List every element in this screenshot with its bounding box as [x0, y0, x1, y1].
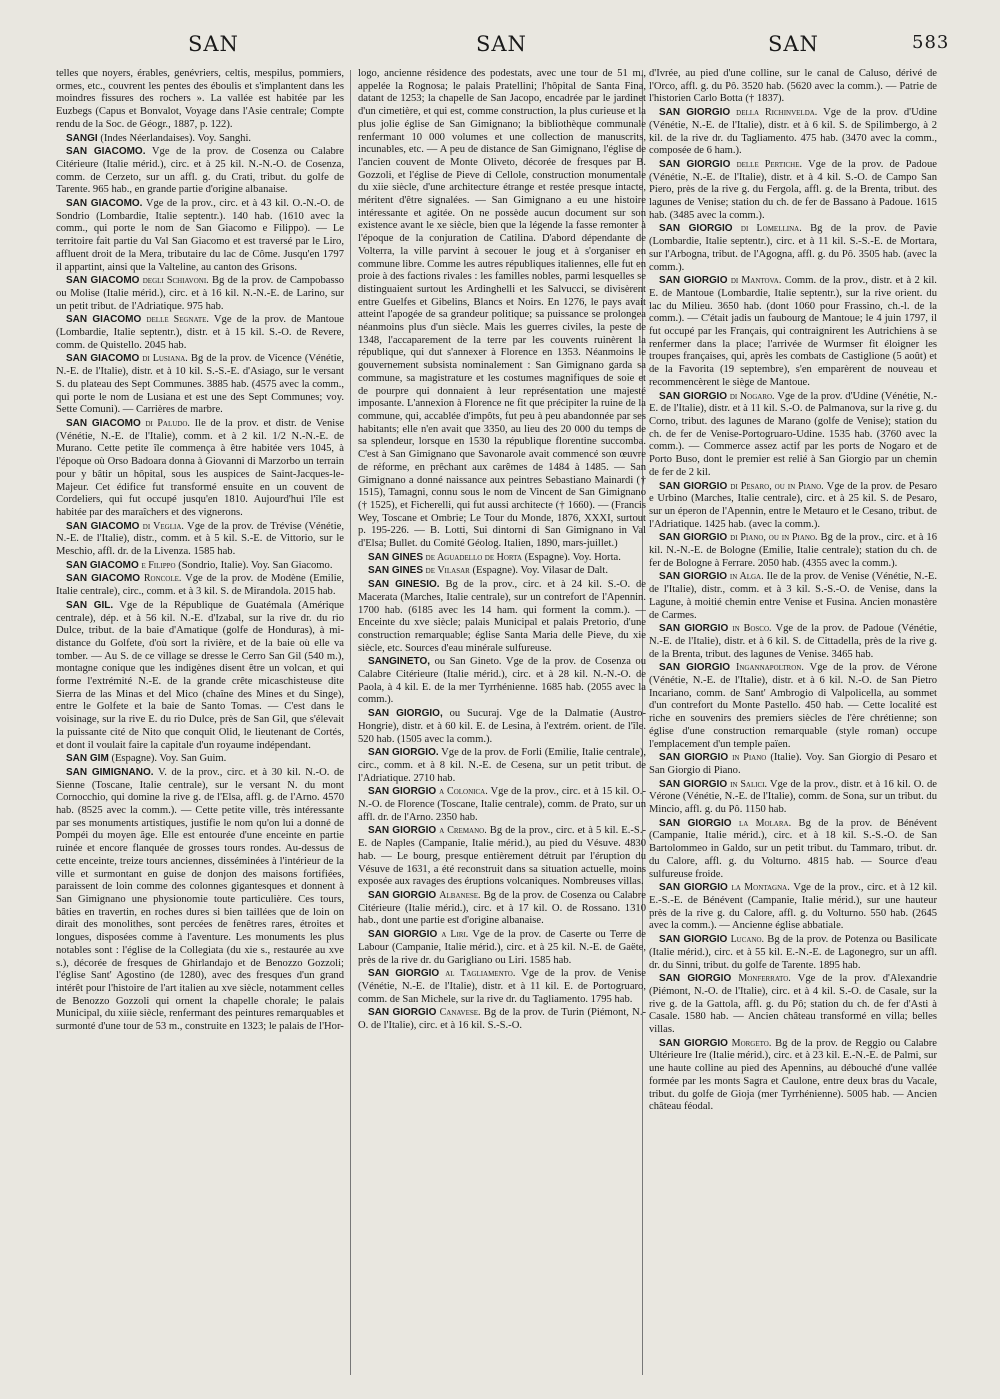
entry-qualifier: di Mantova. — [730, 275, 782, 287]
dictionary-entry — [649, 107, 937, 158]
entry-text: Bg de la prov. de Vicence (Vénétie, N.-E. de l'Italie), distr. et à 10 kil. S.-S.-E. d'Asiago, sur le versant S. du plateau des Sept Communes. 3885 hab. (4575 avec la comm., qui porte le nom de Lusiana et est une des Sept Communes; voy. Sette Comuni). — Carrières de marbre. — [56, 353, 344, 416]
entry-headword: SAN GINESIO. — [368, 579, 440, 591]
entry-qualifier: e Filippo — [141, 559, 176, 571]
dictionary-entry — [649, 68, 937, 106]
entry-text: Vge de la prov., distr. et à 16 kil. O. de Vérone (Vénétie, N.-E. de l'Italie), comm. de Sona, sur un tribut. du Mincio, affl. g. du Pô. 1150 hab. — [649, 778, 937, 816]
entry-qualifier: delle Segnate. — [146, 314, 209, 326]
entry-text: telles que noyers, érables, genévriers, celtis, mespilus, pommiers, ormes, etc., couvrent les pentes des éboulis et s'implantent dans les moindres fissures des rochers ». La vallée est habitée par les Euzbegs (Capus et Bonvalot, Voyage dans l'Asie centrale; Compte rendu de la Soc. de Géogr., 1887, p. 122). — [56, 68, 344, 130]
dictionary-entry — [56, 314, 344, 352]
entry-headword: SAN GIORGIO. — [368, 747, 439, 759]
entry-qualifier: di Piano, ou in Piano. — [730, 532, 818, 544]
dictionary-entry — [649, 623, 937, 661]
dictionary-entry — [56, 573, 344, 598]
entry-text: Vge de la prov. de Cosenza ou Calabre Citérieure (Italie mérid.), circ. et à 25 kil. N.-N.-O. de Cosenza, comm. de Cerzeto, sur un affl. g. du Crati, tribut. du golfe de Tarente. 965 hab., en grande partie d'origine albanaise. — [56, 146, 344, 196]
entry-headword: SAN GIORGIO — [368, 1007, 437, 1019]
entry-qualifier: Morgeto. — [731, 1037, 772, 1049]
entry-text: (Espagne). Voy. Vilasar de Dalt. — [472, 565, 608, 577]
entry-qualifier: al Tagliamento. — [445, 968, 516, 980]
entry-qualifier: la Molara. — [738, 817, 792, 829]
dictionary-entry — [649, 973, 937, 1037]
entry-headword: SAN GIORGIO — [659, 480, 728, 492]
text-column-3 — [649, 68, 937, 1383]
running-head-center: SAN — [476, 32, 527, 56]
entry-text: Vge de la prov. d'Udine (Vénétie, N.-E. de l'Italie), distr. et à 11 kil. S.-O. de Palmanova, sur la rive g. du Corno, tribut. des lagunes de Marano (golfe de Venise); station du ch. de fer de Venise-Portogruaro-Udine. 1535 hab. (3760 avec la comm.). — Commerce assez actif par les ports de Nogaro et de Porto Buso, dont le premier est relié à San Giorgio par un chemin de fer de 2 kil. — [649, 390, 937, 478]
running-head-right: SAN — [768, 32, 819, 56]
entry-headword: SAN GIORGIO — [659, 778, 728, 790]
entry-text: Comm. de la prov., distr. et à 2 kil. E. de Mantoue (Lombardie, Italie septentr.), sur la rive orient. du lac du Milieu. 3650 hab. (dont 1060 pour Frassino, ch.-l. de la comm.). — C'était jadis un faubourg de Mantoue; le 4 juin 1797, il fut occupé par les Français, qui contraignirent les Autrichiens à se renfermer dans la place; l'arrivée de Wurmser fit éloigner les troupes françaises, qui, après les combats de Castiglione (5 août) et de la Favorita (19 septembre), s'en emparèrent de nouveau et recommencèrent le siège de Mantoue. — [649, 275, 937, 388]
entry-headword: SAN GIACOMO. — [66, 198, 143, 210]
entry-qualifier: della Richinvelda. — [736, 107, 818, 119]
dictionary-entry — [358, 656, 646, 707]
entry-text: Bg de la prov. de Bénévent (Campanie, Italie mérid.), circ. et à 18 kil. S.-S.-O. de San Bartolommeo in Galdo, sur un petit tribut. du Tammaro, tribut. dr. du Calore, affl. g. du Volturno. 4815 hab. — Source d'eau sulfureuse froide. — [649, 817, 937, 880]
entry-qualifier: in Piano — [732, 752, 767, 764]
dictionary-entry — [358, 552, 646, 565]
entry-qualifier: a Liri. — [441, 929, 469, 941]
entry-text: (Espagne). Voy. Horta. — [524, 551, 621, 563]
entry-qualifier: degli Schiavoni. — [142, 275, 209, 287]
entry-text: ou Sucuraj. Vge de la Dalmatie (Austro-Hongrie), distr. et à 60 kil. E. de Lesina, à l'extrém. orient. de l'île. 520 hab. (1505 avec la comm.). — [358, 708, 646, 745]
entry-text: Vge de la prov. d'Alexandrie (Piémont, N.-O. de l'Italie), circ. et à 4 kil. S.-O. de Casale, sur la rive g. de la Gattola, affl. g. du Pô; station du ch. de fer d'Asti à Casale. 1580 hab. — Ancien château transformé en villa; belles villas. — [649, 973, 937, 1036]
entry-text: d'Ivrée, au pied d'une colline, sur le canal de Caluso, dérivé de l'Orco, affl. g. du Pô. 3520 hab. (5620 avec la comm.). — Patrie de l'historien Carlo Botta († 1837). — [649, 68, 937, 105]
entry-headword: SAN GIORGIO — [659, 158, 731, 170]
entry-headword: SAN GIACOMO — [66, 520, 140, 532]
entry-text: Vge de la prov. de Padoue (Vénétie, N.-E. de l'Italie), distr. et à 4 kil. S.-O. de Campo San Piero, près de la rive g. du Fergola, affl. g. de la Brenta, tribut. des lagunes de Venise; station du ch. de fer de Bassano à Padoue. 1615 hab. (3485 avec la comm.). — [649, 158, 937, 221]
entry-text: Bg de la prov. de Turin (Piémont, N.-O. de l'Italie), circ. et à 16 kil. S.-S.-O. — [358, 1007, 646, 1032]
entry-qualifier: Albanese. — [439, 890, 481, 901]
entry-qualifier: di Lusiana. — [142, 353, 188, 365]
dictionary-entry — [358, 786, 646, 824]
entry-headword: SAN GIM — [66, 753, 109, 765]
entry-qualifier: a Colonica. — [439, 786, 488, 798]
dictionary-entry — [649, 882, 937, 933]
entry-text: (Sondrio, Italie). Voy. San Giacomo. — [178, 559, 333, 571]
entry-qualifier: Canavese. — [439, 1007, 481, 1019]
dictionary-entry — [649, 532, 937, 570]
entry-headword: SAN GIORGIO — [659, 882, 728, 894]
entry-text: logo, ancienne résidence des podestats, avec une tour de 51 m., appelée la Rognosa; le palais Pratellini; l'hôpital de Santa Fina, datant de 1253; la chapelle de San Jacopo, encadrée par le jardinet d'un cimetière, et qui est, comme construction, la plus curieuse et la plus jolie église de San Gimignano; la bibliothèque communale renfermant 10 000 volumes et une collection de manuscrits, incunables, etc. — A peu de distance de San Gimignano, l'église de l'ancien couvent de Monte Oliveto, décorée de fresques par B. Gozzoli, et l'église de Pieve di Cellole, construction monumentale du xiie siècle, d'une architecture étrange et restée presque intacte, méritent d'être signalées. — San Gimignano a eu une histoire intéressante et agitée. On ne possède aucun document sur son existence avant le xe siècle, bien que la légende la fasse remonter à l'époque de la conjuration de Catilina. D'abord dépendante de Volterra, la ville parvint à secouer le joug et à s'organiser en commune libre. Comme les autres républiques italiennes, elle fut en proie à des factions rivales : les familles nobles, parmi lesquelles se distinguaient surtout les Ardinghelli et les Salvucci, se divisèrent entre Guelfes et Gibelins, Blancs et Noirs. En 1276, le pays avait atteint l'apogée de sa grandeur politique; sa puissance se prolongea néanmoins plus d'un siècle. Mais les guerres civiles, la peste de 1348, l'accaparement de la terre par les couvents ruinèrent la république, qui dut s'annexer à Florence en 1353. Néanmoins le gouvernement subsista nominalement : San Gimignano garda sa commune, sa magistrature et les costumes magnifiques de soie et de pourpre qui donnaient à leur représentation une majesté imposante. L'annexion à Florence ne fit que précipiter la ruine de la commune, qui, accablée d'impôts, fut peu à peu abandonnée par ses habitants; elle n'en avait que 3350, au lieu des 20 000 du temps de sa splendeur, lorsque en 1530 la république florentine succomba. C'est à San Gimignano que Savonarole avait commencé son œuvre de réforme, en prêchant aux carêmes de 1484 à 1485. — San Gimignano a donné naissance aux peintres Sebastiano Mainardi († 1515), Tamagni, connu sous le nom de Vincent de San Gimignano († 1525), et Ficherelli, qui fut aussi architecte († 1660). — (Francis Wey, Toscane et Ombrie; Le Tour du Monde, 1876, XXXI, surtout p. 195-226. — B. Lotti, Sui dintorni di San Gimignano in Val d'Elsa; Bullet. du Comité Géolog. Italien, 1890, mars-juillet.) — [358, 68, 646, 550]
entry-qualifier: di Veglia. — [142, 520, 184, 532]
page-number: 583 — [912, 32, 950, 53]
entry-qualifier: Monferrato. — [738, 973, 791, 985]
entry-headword: SAN GIORGIO — [368, 890, 437, 901]
text-column-1 — [56, 68, 344, 1383]
entry-qualifier: de Vilasar — [425, 565, 470, 577]
entry-text: Vge de la République de Guatémala (Amérique centrale), dép. et à 56 kil. N.-E. d'Izabal, sur la rive dr. du rio Dulce, tribut. de la baie d'Amatique (golfe de Honduras), à mi-distance du Golfete, d'où sort la rivière, et de la baie où elle va tomber. — Au S. de ce village se dresse le Cerro San Gil (540 m.), montagne conique que les indigènes disent être un volcan, et qui forme l'extrémité N.-E. de la grande crête micaschisteuse dite Sierra de las Minas et del Mico (chaîne des Mines et du Singe), entre le Golfete et la baie de Santo Tomas. — C'est dans le voisinage, sur la rive E. du rio Dulce, près de San Gil, que s'élevait la puissante cité de Nito que conquit Olid, le lieutenant de Cortés, et dont il voulait faire la capitale d'un royaume indépendant. — [56, 599, 344, 751]
entry-text: ou San Gineto. Vge de la prov. de Cosenza ou Calabre Citérieure (Italie mérid.), circ. et à 28 kil. N.-N.-O. de Paola, à 4 kil. E. de la mer Tyrrhénienne. 1685 hab. (2055 avec la comm.). — [358, 656, 646, 706]
dictionary-entry — [358, 68, 646, 551]
entry-headword: SAN GIORGIO — [659, 973, 732, 985]
dictionary-entry — [358, 747, 646, 785]
dictionary-entry — [649, 223, 937, 274]
entry-headword: SAN GIORGIO — [659, 752, 729, 764]
entry-text: Bg de la prov. de Reggio ou Calabre Ultérieure Ire (Italie mérid.), circ. et à 23 kil. E.-N.-E. de Palmi, sur une haute colline au pied des Apennins, au débouché d'une vallée formée par les monts Sagra et Caulone, entre deux bras du Vacale, tribut. du golfe de Gioja (mer Tyrrhénienne). 5005 hab. — Ancien château féodal. — [649, 1037, 937, 1113]
entry-qualifier: di Paludo. — [145, 417, 190, 429]
entry-qualifier: Roncole. — [143, 573, 182, 585]
dictionary-entry — [649, 481, 937, 532]
entry-text: Vge de la prov., circ. et à 43 kil. O.-N.-O. de Sondrio (Lombardie, Italie septentr.). 140 hab. (1610 avec la comm., qui porte le nom de San Giacomo e Filippo). — Le territoire fait partie du Val San Giacomo et est traversé par le Liro, affluent droit de la Mera, tributaire du lac de Côme. Jusqu'en 1797 il appartint, ainsi que la Valteline, au canton des Grisons. — [56, 198, 344, 273]
entry-text: Vge de la prov., circ. et à 15 kil. O.-N.-O. de Florence (Toscane, Italie centrale), comm. de Prato, sur un affl. dr. de l'Arno. 2350 hab. — [358, 786, 646, 823]
entry-text: Bg de la prov. de Pavie (Lombardie, Italie septentr.), circ. et à 11 kil. S.-S.-E. de Mortara, sur l'Arbogna, tribut. de l'Agogna, affl. g. du Pô. 3505 hab. (avec la comm.). — [649, 223, 937, 273]
dictionary-entry — [56, 133, 344, 146]
dictionary-entry — [56, 521, 344, 559]
entry-text: Bg de la prov. de Cosenza ou Calabre Citérieure (Italie mérid.), circ. et à 17 kil. O. de Rossano. 1310 hab., dont une partie est d'origine albanaise. — [358, 890, 646, 927]
dictionary-entry — [649, 934, 937, 972]
dictionary-entry — [358, 968, 646, 1006]
entry-headword: SAN GIORGIO — [659, 934, 728, 946]
dictionary-entry — [358, 579, 646, 655]
entry-qualifier: delle Pertiche. — [736, 158, 802, 170]
entry-headword: SAN GIORGIO — [659, 571, 728, 583]
dictionary-entry — [56, 418, 344, 520]
dictionary-entry — [649, 752, 937, 777]
dictionary-entry — [649, 818, 937, 882]
dictionary-entry — [649, 391, 937, 480]
entry-headword: SAN GIORGIO — [659, 817, 732, 829]
dictionary-entry — [56, 146, 344, 197]
entry-headword: SAN GIORGIO — [659, 223, 733, 235]
dictionary-entry — [649, 571, 937, 622]
dictionary-entry — [358, 890, 646, 928]
entry-headword: SAN GIACOMO. — [66, 146, 146, 158]
entry-text: V. de la prov., circ. et à 30 kil. N.-O. de Sienne (Toscane, Italie centrale), sur le versant N. du mont Cornocchio, qui domine la rive g. de l'Elsa, affl. g. de l'Arno. 4570 hab. (8525 avec la comm.). — Cette petite ville, très intéressante par ses monuments artistiques, justifie le nom qu'on lui a donné de Pompéi du moyen âge. Elle est entourée d'une enceinte en partie ruinée et encore flanquée de grosses tours rondes. Au-dessus de cette enceinte, treize tours anciennes, disséminées à l'intérieur de la ville et surmontant en guise de donjon des maisons fortifiées, paraissent de loin comme des colonnes gigantesques et donnent à San Gimignano une physionomie toute particulière. Ces tours, bâties en travertin, en roches dures si bien taillées que de loin on dirait des monolithes, sont percées de fenêtres rares, étroites et longues, disposées comme à l'aventure. Les monuments les plus notables sont : l'église de la Collegiata (du xie s., restaurée au xve s.), décorée de fresques de Ghirlandajo et de Benozzo Gozzoli; l'église Sant' Agostino (de 1280), avec des fresques d'un grand intérêt pour l'histoire de l'art italien au xve siècle, notamment celles de Benozzo Gozzoli qui ornent la chapelle chorale; le palais Municipal, du xiiie siècle, renfermant des peintures remarquables et surmonté d'une tour de 53 m., construite en 1323; le palais de l'Hor- — [56, 766, 344, 1033]
dictionary-entry — [649, 1038, 937, 1114]
entry-text: (Indes Néerlandaises). Voy. Sanghi. — [100, 132, 252, 144]
entry-text: Vge de la prov. de Forli (Emilie, Italie centrale), circ., comm. et à 8 kil. N.-E. de Cesena, sur un petit tribut. de l'Adriatique. 2710 hab. — [358, 747, 646, 784]
entry-qualifier: a Cremano. — [439, 825, 487, 837]
column-rule — [350, 70, 351, 1375]
dictionary-entry — [358, 929, 646, 967]
dictionary-entry — [358, 825, 646, 889]
entry-headword: SAN GIORGIO — [368, 825, 437, 837]
entry-qualifier: de Aguadello de Horta — [425, 551, 522, 563]
dictionary-entry — [649, 159, 937, 223]
entry-headword: SAN GIORGIO — [659, 107, 731, 119]
dictionary-entry — [56, 600, 344, 752]
entry-headword: SAN GINES — [368, 551, 424, 563]
dictionary-entry — [358, 708, 646, 746]
dictionary-entry — [56, 353, 344, 417]
entry-text: Vge de la prov. de Modène (Emilie, Italie centrale), circ., comm. et à 3 kil. S. de Mirandola. 2015 hab. — [56, 573, 344, 598]
entry-qualifier: la Montagna. — [731, 882, 790, 894]
entry-headword: SAN GIACOMO — [66, 559, 139, 571]
entry-headword: SAN GIACOMO — [66, 353, 140, 365]
entry-headword: SAN GIORGIO — [368, 786, 437, 798]
entry-text: Ile de la prov. de Venise (Vénétie, N.-E. de l'Italie), distr., comm. et à 3 kil. S.-S.-O. de Venise, dans la Lagune, à moitié chemin entre Venise et Fusina. Ancien monastère de Carmes. — [649, 571, 937, 621]
entry-text: Vge de la prov. de Venise (Vénétie, N.-E. de l'Italie), distr. et à 11 kil. E. de Portogruaro, comm. de San Michele, sur la rive dr. du Tagliamento. 1795 hab. — [358, 968, 646, 1005]
dictionary-entry — [649, 275, 937, 389]
text-column-2 — [358, 68, 646, 1383]
entry-headword: SAN GIORGIO — [659, 275, 728, 287]
entry-headword: SAN GIORGIO, — [368, 708, 443, 720]
entry-headword: SANGINETO, — [368, 656, 431, 668]
entry-text: Vge de la prov. de Pesaro e Urbino (Marches, Italie centrale), circ. et à 25 kil. S. de Pesaro, sur un éperon de l'Apennin, entre le Metauro et le Cesano, tribut. de l'Adriatique. 1425 hab. (avec la comm.). — [649, 480, 937, 530]
entry-headword: SAN GIACOMO — [66, 417, 141, 429]
entry-text: Vge de la prov. de Vérone (Vénétie, N.-E. de l'Italie), distr. et à 6 kil. N.-O. de San Pietro Incariano, comm. de Sant' Ambrogio di Valpolicella, au sommet d'un contrefort du Monte Pastello. 450 hab. — Cette localité est riche en souvenirs des premiers siècles de l'ère chrétienne; son église d'une construction remarquable (style roman) occupe l'emplacement d'un temple païen. — [649, 662, 937, 750]
entry-headword: SAN GIORGIO — [659, 390, 727, 402]
entry-text: Bg de la prov., circ. et à 16 kil. N.-N.-E. de Bologne (Emilie, Italie centrale); station du ch. de fer de Bologne à Ferrare. 2050 hab. (4355 avec la comm.). — [649, 532, 937, 569]
entry-text: Vge de la prov. de Padoue (Vénétie, N.-E. de l'Italie), distr. et à 6 kil. S. de Cittadella, près de la rive g. de la Brenta, tribut. des lagunes de Venise. 3465 hab. — [649, 623, 937, 660]
entry-headword: SAN GIORGIO — [659, 662, 731, 674]
dictionary-entry — [56, 767, 344, 1034]
dictionary-entry — [56, 198, 344, 274]
entry-headword: SANGI — [66, 132, 98, 144]
entry-headword: SAN GIORGIO — [368, 929, 438, 941]
entry-headword: SAN GIORGIO — [659, 623, 729, 635]
entry-headword: SAN GIACOMO — [66, 573, 140, 585]
entry-text: Bg de la prov. de Campobasso ou Molise (Italie mérid.), circ. et à 16 kil. N.-N.-E. de Larino, sur un petit tribut. de l'Adriatique. 975 hab. — [56, 275, 344, 312]
entry-qualifier: in Bosco. — [732, 623, 772, 635]
entry-text: Bg de la prov., circ. et à 5 kil. E.-S.-E. de Naples (Campanie, Italie mérid.), au pied du Vésuve. 4830 hab. — Le bourg, presque entièrement détruit par l'éruption du Vésuve de 1631, a été reconstruit dans sa situation actuelle, moins exposée aux ravages des éruptions volcaniques. Nombreuses villas. — [358, 825, 646, 888]
entry-qualifier: Ingannapoltron. — [736, 662, 804, 674]
dictionary-entry — [56, 275, 344, 313]
dictionary-entry — [56, 68, 344, 132]
entry-text: Ile de la prov. et distr. de Venise (Vénétie, N.-E. de l'Italie), comm. et à 2 kil. 1/2 N.-N.-E. de Murano. Cette petite île commença à être habitée vers 1045, à l'époque où Orso Badoara donna à Giovanni di Marzorbo un terrain pour y bâtir un hôpital, sous les auspices de Saint-Jacques-le-Majeur. Cet édifice fut transformé ensuite en un couvent de Cordeliers, qui fut occupé jusqu'en 1810. Aujourd'hui l'île est habitée par des maraîchers et des vignerons. — [56, 417, 344, 518]
dictionary-entry — [649, 662, 937, 751]
entry-qualifier: in Salici. — [730, 778, 768, 790]
dictionary-entry — [56, 753, 344, 766]
entry-headword: SAN GIMIGNANO. — [66, 766, 154, 778]
running-head-left: SAN — [188, 32, 239, 56]
entry-text: Vge de la prov. de Mantoue (Lombardie, Italie septentr.), distr. et à 15 kil. S.-O. de Revere, comm. de Quistello. 2045 hab. — [56, 314, 344, 351]
entry-headword: SAN GIORGIO — [659, 532, 728, 544]
entry-text: Vge de la prov. de Caserte ou Terre de Labour (Campanie, Italie mérid.), circ. et à 25 kil. N.-E. de Gaëte, près de la rive dr. du Garigliano ou Liri. 1585 hab. — [358, 929, 646, 966]
entry-text: Vge de la prov. de Trévise (Vénétie, N.-E. de l'Italie), distr., comm. et à 5 kil. S.-E. de Vittorio, sur le Meschio, affl. dr. de la Livenza. 1585 hab. — [56, 520, 344, 558]
dictionary-entry — [358, 565, 646, 578]
entry-text: Bg de la prov. de Potenza ou Basilicate (Italie mérid.), circ. et à 55 kil. E.-N.-E. de Lagonegro, sur un affl. dr. du Sinni, tribut. du golfe de Tarente. 1895 hab. — [649, 934, 937, 971]
dictionary-entry — [649, 779, 937, 817]
entry-qualifier: di Nogaro. — [729, 390, 775, 402]
entry-text: (Espagne). Voy. San Guim. — [111, 753, 227, 765]
entry-headword: SAN GIORGIO — [368, 968, 440, 980]
entry-qualifier: in Alga. — [729, 571, 764, 583]
entry-text: (Italie). Voy. San Giorgio di Pesaro et San Giorgio di Piano. — [649, 752, 937, 776]
entry-headword: SAN GIORGIO — [659, 1037, 728, 1049]
entry-text: Vge de la prov., circ. et à 12 kil. E.-S.-E. de Bénévent (Campanie, Italie mérid.), sur une hauteur près de la rive g. du Calore, affl. g. du Volturno. 550 hab. (2645 avec la comm.). — Ancienne église abbatiale. — [649, 882, 937, 932]
entry-headword: SAN GIACOMO — [66, 275, 140, 287]
entry-qualifier: di Pesaro, ou in Piano. — [730, 480, 824, 492]
dictionary-entry — [56, 560, 344, 573]
entry-headword: SAN GINES — [368, 565, 424, 577]
entry-headword: SAN GIL. — [66, 599, 114, 611]
entry-qualifier: di Lomellina. — [740, 223, 802, 235]
entry-text: Bg de la prov., circ. et à 24 kil. S.-O. de Macerata (Marches, Italie centrale), sur un contrefort de l'Apennin. 1700 hab. (6185 avec les 14 ham. qui forment la comm.). — Enceinte du xve siècle; palais Municipal et palais Pretorio, d'une construction remarquable; église Santa Maria delle Pieve, du xie siècle, etc. Sources d'eau minérale sulfureuse. — [358, 579, 646, 654]
entry-text: Vge de la prov. d'Udine (Vénétie, N.-E. de l'Italie), distr. et à 6 kil. S. de Spilimbergo, à 2 kil. de la rive dr. du Tagliamento. 475 hab. (3470 avec la comm., composée de 6 ham.). — [649, 107, 937, 157]
entry-qualifier: Lucano. — [730, 934, 765, 946]
entry-headword: SAN GIACOMO — [66, 314, 142, 326]
dictionary-entry — [358, 1007, 646, 1032]
